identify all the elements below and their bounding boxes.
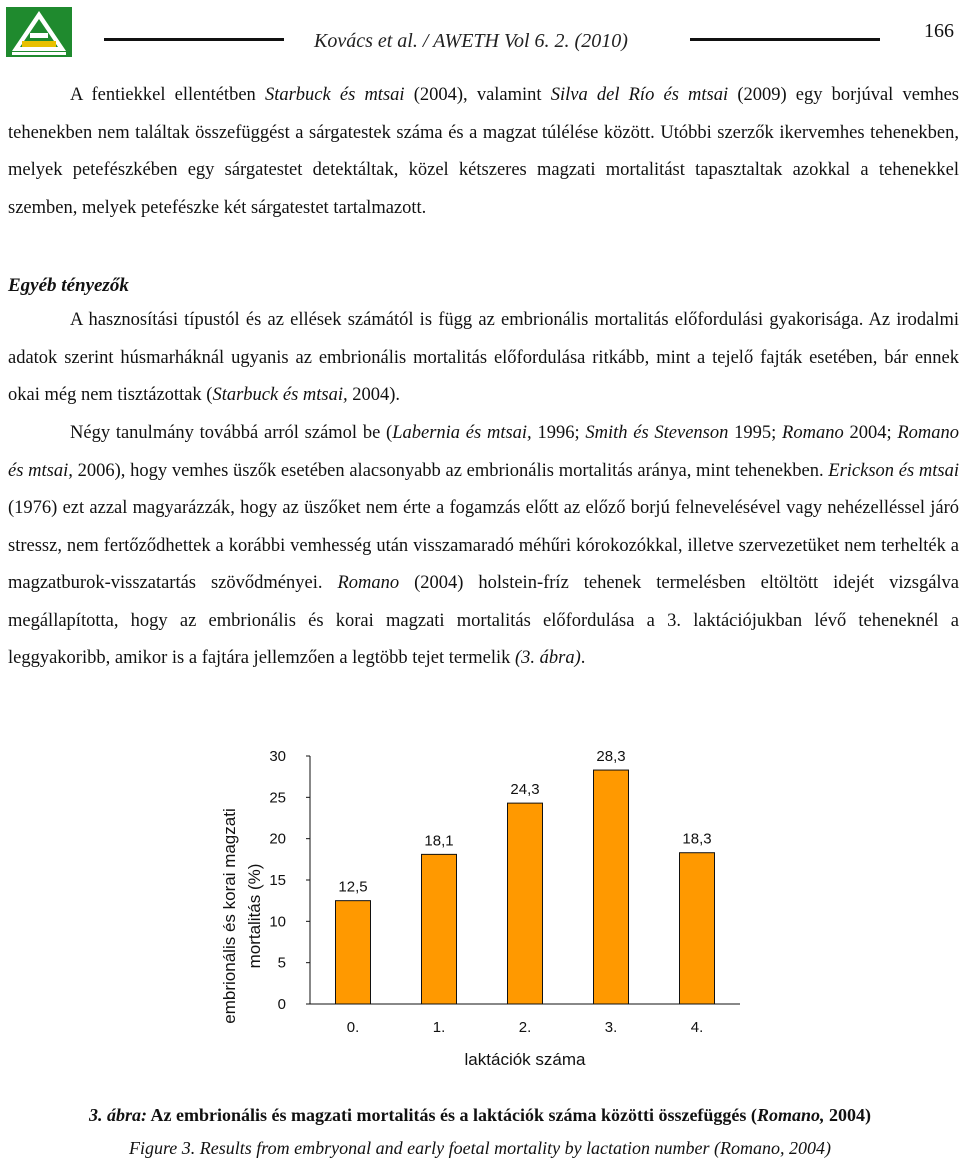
bar-value-label: 12,5 xyxy=(338,878,368,896)
x-tick-label: 3. xyxy=(604,1019,618,1036)
chart-svg xyxy=(210,742,750,1082)
bar-value-label: 18,1 xyxy=(424,832,454,850)
y-tick-label: 10 xyxy=(269,913,286,931)
page-number: 166 xyxy=(924,20,954,42)
x-axis-label: laktációk száma xyxy=(464,1050,586,1069)
bar-value-label: 18,3 xyxy=(682,830,712,848)
section-heading: Egyéb tényezők xyxy=(8,275,129,296)
body-paragraph-3: Négy tanulmány továbbá arról számol be (Labernia és mtsai, 1996; Smith és Stevenson 1995; Romano 2004; Romano és mtsai, 2006), hogy vemhes üszők esetében alacsonyabb az embrionális mortalitás aránya, mint tehenekben. Erickson és mtsai (1976) ezt azzal magyarázzák, hogy az üszőket nem érte a fogamzás előtt az előző borjú felnevelésével vagy nehézelléssel járó stressz, nem fertőződhettek a korábbi vemhesség után visszamaradó méhűri kórokozókkal, illetve szervezetüket nem terhelték a magzatburok-visszatartás szövődményei. Romano (2004) holstein-fríz tehenek termelésben eltöltött idejét vizsgálva megállapította, hogy az embrionális és korai magzati mortalitás előfordulása a 3. laktációjukban lévő teheneknél a leggyakoribb, amikor is a fajtára jellemzően a legtöbb tejet termelik (3. ábra). xyxy=(8,423,960,668)
bar xyxy=(508,803,543,1004)
header-rule-left xyxy=(104,38,284,41)
mortality-bar-chart xyxy=(210,742,750,1082)
x-tick-label: 4. xyxy=(690,1019,704,1036)
x-tick-label: 1. xyxy=(432,1019,446,1036)
aweth-logo-icon xyxy=(6,7,72,57)
body-paragraph-2: A hasznosítási típustól és az ellések számától is függ az embrionális mortalitás előfordulási gyakorisága. Az irodalmi adatok szerint húsmarháknál ugyanis az embrionális mortalitás előfordulása ritkább, mint a tejelő fajták esetében, bár ennek okai még nem tisztázottak (Starbuck és mtsai, 2004). xyxy=(8,310,959,405)
header-rule-right xyxy=(690,38,880,41)
y-tick-label: 20 xyxy=(269,830,286,848)
figure-caption-english: Figure 3. Results from embryonal and early foetal mortality by lactation number (Romano, 2004) xyxy=(128,1138,832,1158)
y-tick-label: 5 xyxy=(277,954,286,972)
bar-value-label: 28,3 xyxy=(596,748,626,766)
y-tick-label: 30 xyxy=(269,748,286,765)
x-tick-label: 2. xyxy=(518,1019,532,1036)
bar xyxy=(422,854,457,1004)
bar-value-label: 24,3 xyxy=(510,781,540,799)
y-axis-label-line1: embrionális és korai magzati xyxy=(220,808,239,1024)
journal-header-title: Kovács et al. / AWETH Vol 6. 2. (2010) xyxy=(314,30,628,52)
body-paragraph-1: A fentiekkel ellentétben Starbuck és mtsai (2004), valamint Silva del Río és mtsai (2009) egy borjúval vemhes tehenekben nem találtak összefüggést a sárgatestek száma és a magzat túlélése között. Utóbbi szerzők ikervemhes tehenekben, melyek petefészkében egy sárgatestet detektáltak, közel kétszeres magzati mortalitást tapasztaltak azokkal a tehenekkel szemben, melyek petefészke két sárgatestet tartalmazott. xyxy=(8,85,959,218)
bar xyxy=(680,853,715,1004)
figure-caption: 3. ábra: Az embrionális és magzati mortalitás és a laktációk száma közötti összefüggés (Romano, 2004) xyxy=(89,1105,871,1125)
x-tick-label: 0. xyxy=(346,1019,360,1036)
y-tick-label: 0 xyxy=(277,996,286,1013)
bar xyxy=(594,770,629,1004)
bar xyxy=(336,901,371,1004)
y-tick-label: 15 xyxy=(269,872,286,889)
y-tick-label: 25 xyxy=(269,789,286,807)
y-axis-label-line2: mortalitás (%) xyxy=(245,863,264,969)
